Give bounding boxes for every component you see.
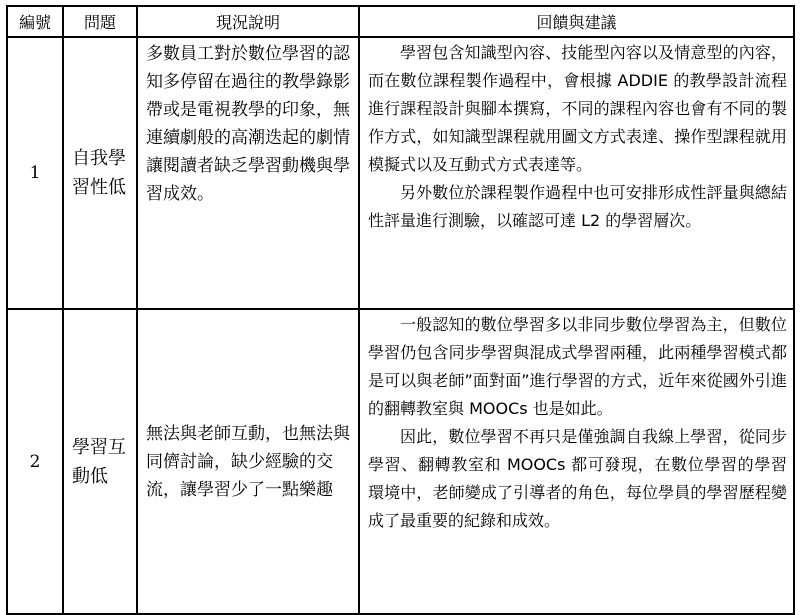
row-number: 2 [7,309,63,614]
row-response [359,309,794,614]
row-response [359,37,794,309]
row-topic: 學習互動低 [63,309,137,614]
header-number: 編號 [7,6,63,37]
row-status: 多數員工對於數位學習的認知多停留在過往的教學錄影帶或是電視教學的印象，無連續劇般的高潮迭起的劇情讓閱讀者缺乏學習動機與學習成效。 [137,37,359,309]
issues-table [6,5,795,615]
response-paragraph: 因此，數位學習不再只是僅強調自我線上學習，從同步學習、翻轉教室和 MOOCs 都可發現，在數位學習的學習環境中，老師變成了引導者的角色，每位學員的學習歷程變成了最重要的紀錄和成效。 [368,427,787,530]
header-row [7,6,794,37]
response-paragraph: 學習包含知識型內容、技能型內容以及情意型的內容，而在數位課程製作過程中，會根據 ADDIE 的教學設計流程進行課程設計與腳本撰寫，不同的課程內容也會有不同的製作方式，如知識型課程就用圖文方式表達、操作型課程就用模擬式以及互動式方式表達等。 [368,43,787,174]
row-number: 1 [7,37,63,309]
table-row [7,309,794,614]
header-topic: 問題 [63,6,137,37]
table-row [7,37,794,309]
row-topic: 自我學習性低 [63,37,137,309]
header-response: 回饋與建議 [359,6,794,37]
header-status: 現況說明 [137,6,359,37]
response-paragraph: 一般認知的數位學習多以非同步數位學習為主，但數位學習仍包含同步學習與混成式學習兩種，此兩種學習模式都是可以與老師”面對面”進行學習的方式，近年來從國外引進的翻轉教室與 MOOCs 也是如此。 [368,315,787,418]
response-paragraph: 另外數位於課程製作過程中也可安排形成性評量與總結性評量進行測驗，以確認可達 L2 的學習層次。 [368,183,787,230]
row-status: 無法與老師互動，也無法與同儕討論，缺少經驗的交流，讓學習少了一點樂趣 [137,309,359,614]
